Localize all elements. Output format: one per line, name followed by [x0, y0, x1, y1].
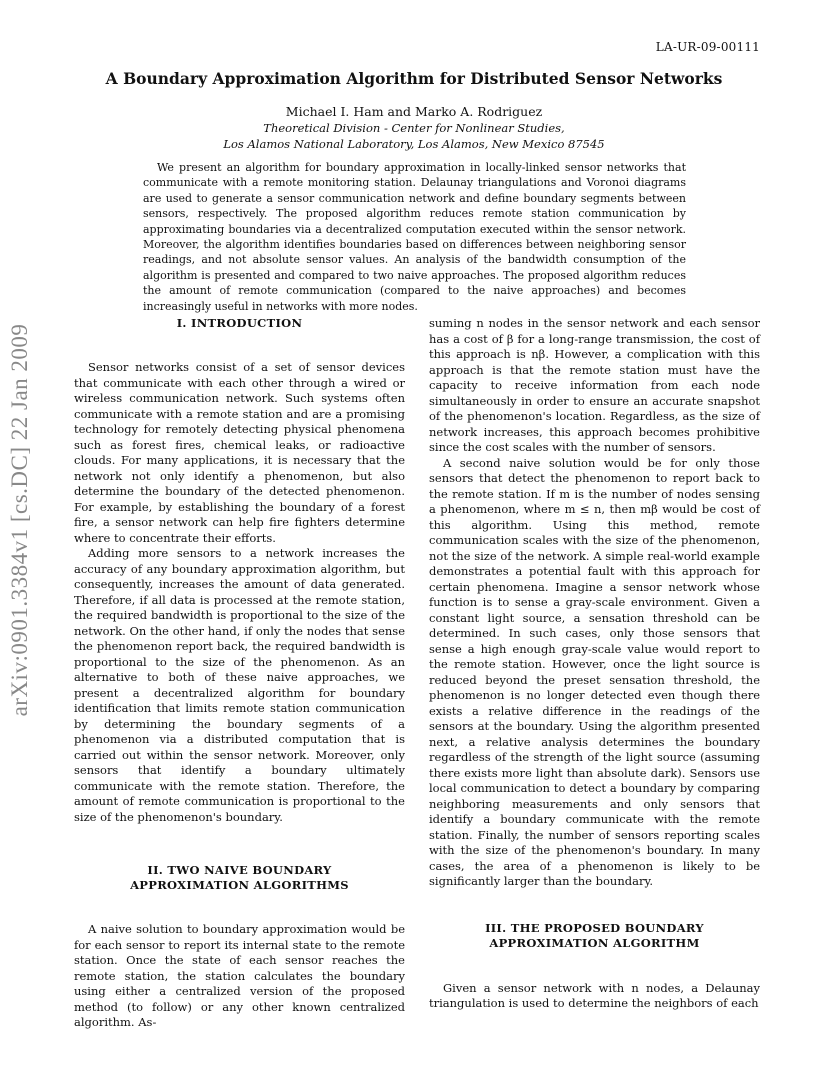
section-heading-naive-line-2: APPROXIMATION ALGORITHMS: [130, 878, 349, 892]
arxiv-stamp-text: arXiv:0901.3384v1 [cs.DC] 22 Jan 2009: [7, 323, 32, 717]
section-heading-naive: [74, 863, 405, 893]
paper-title: A Boundary Approximation Algorithm for Distributed Sensor Networks: [105, 69, 723, 88]
arxiv-identifier-stamp: [0, 0, 40, 1072]
naive-paragraph-1-part-2: suming n nodes in the sensor network and each sensor has a cost of β for a long-range transmission, the cost of this approach is nβ. However, a complication with this approach is that the remote station must have the capacity to receive information from each node simultaneously in order to ensure an accurate snapshot of the phenomenon's location. Regardless, as the size of network increases, this approach becomes prohibitive since the cost scales with the number of sensors.: [429, 316, 760, 454]
abstract: We present an algorithm for boundary approximation in locally-linked sensor networks that communicate with a remote monitoring station. Delaunay triangulations and Voronoi diagrams are used to generate a sensor communication network and define boundary segments between sensors, respectively. The proposed algorithm reduces remote station communication by approximating boundaries via a decentralized computation executed within the sensor network. Moreover, the algorithm identifies boundaries based on differences between neighboring sensor readings, and not absolute sensor values. An analysis of the bandwidth consumption of the algorithm is presented and compared to two naive approaches. The proposed algorithm reduces the amount of remote communication (compared to the naive approaches) and becomes increasingly useful in networks with more nodes.: [143, 161, 686, 313]
section-heading-naive-line-1: II. TWO NAIVE BOUNDARY: [147, 863, 332, 877]
section-heading-proposed: [429, 921, 760, 951]
affiliation-line-1: Theoretical Division - Center for Nonlinear Studies,: [263, 121, 565, 135]
naive-paragraph-2: A second naive solution would be for only those sensors that detect the phenomenon to report back to the remote station. If m is the number of nodes sensing a phenomenon, where m ≤ n, then mβ would be cost of this algorithm. Using this method, remote communication scales with the size of the phenomenon, not the size of the network. A simple real-world example demonstrates a potential fault with this approach for certain phenomena. Imagine a sensor network whose function is to sense a gray-scale environment. Given a constant light source, a sensation threshold can be determined. In such cases, only those sensors that sense a high enough gray-scale value would report to the remote station. However, once the light source is reduced beyond the preset sensation threshold, the phenomenon is no longer detected even though there exists a relative difference in the readings of the sensors at the boundary. Using the algorithm presented next, a relative analysis determines the boundary regardless of the strength of the light source (assuming there exists more light than absolute dark). Sensors use local communication to detect a boundary by comparing neighboring measurements and only sensors that identify a boundary communicate with the remote station. Finally, the number of sensors reporting scales with the size of the phenomenon's boundary. In many cases, the area of a phenomenon is likely to be significantly larger than the boundary.: [429, 455, 760, 888]
section-heading-proposed-line-1: III. THE PROPOSED BOUNDARY: [485, 920, 704, 935]
naive-paragraph-1-part-1: A naive solution to boundary approximation would be for each sensor to report its internal state to the remote station. Once the state of each sensor reaches the remote station, the station calculates the boundary using either a centralized version of the proposed method (to follow) or any other known centralized algorithm. As-: [74, 922, 405, 1029]
left-column: [74, 316, 405, 1031]
right-column: [429, 316, 760, 1012]
report-number: LA-UR-09-00111: [655, 40, 760, 54]
author-list: Michael I. Ham and Marko A. Rodriguez: [285, 104, 543, 119]
section-heading-introduction: I. INTRODUCTION: [176, 316, 303, 330]
affiliation-line-2: Los Alamos National Laboratory, Los Alamos, New Mexico 87545: [223, 137, 605, 151]
intro-paragraph-2: Adding more sensors to a network increases the accuracy of any boundary approximation algorithm, but consequently, increases the amount of data generated. Therefore, if all data is processed at the remote station, the required bandwidth is proportional to the size of the network. On the other hand, if only the nodes that sense the phenomenon report back, the required bandwidth is proportional to the size of the phenomenon. As an alternative to both of these naive approaches, we present a decentralized algorithm for boundary identification that limits remote station communication by determining the boundary segments of a phenomenon via a distributed computation that is carried out within the sensor network. Moreover, only sensors that identify a boundary ultimately communicate with the remote station. Therefore, the amount of remote communication is proportional to the size of the phenomenon's boundary.: [74, 546, 405, 824]
section-heading-proposed-line-2: APPROXIMATION ALGORITHM: [489, 935, 700, 950]
proposed-paragraph-1: Given a sensor network with n nodes, a Delaunay triangulation is used to determine the neighbors of each: [429, 980, 760, 1010]
intro-paragraph-1: Sensor networks consist of a set of sensor devices that communicate with each other through a wired or wireless communication network. Such systems often communicate with a remote station and are a promising technology for remotely detecting physical phenomena such as forest fires, chemical leaks, or radioactive clouds. For many applications, it is necessary that the network not only identify a phenomenon, but also determine the boundary of the detected phenomenon. For example, by establishing the boundary of a forest fire, a sensor network can help fire fighters determine where to concentrate their efforts.: [74, 360, 405, 545]
